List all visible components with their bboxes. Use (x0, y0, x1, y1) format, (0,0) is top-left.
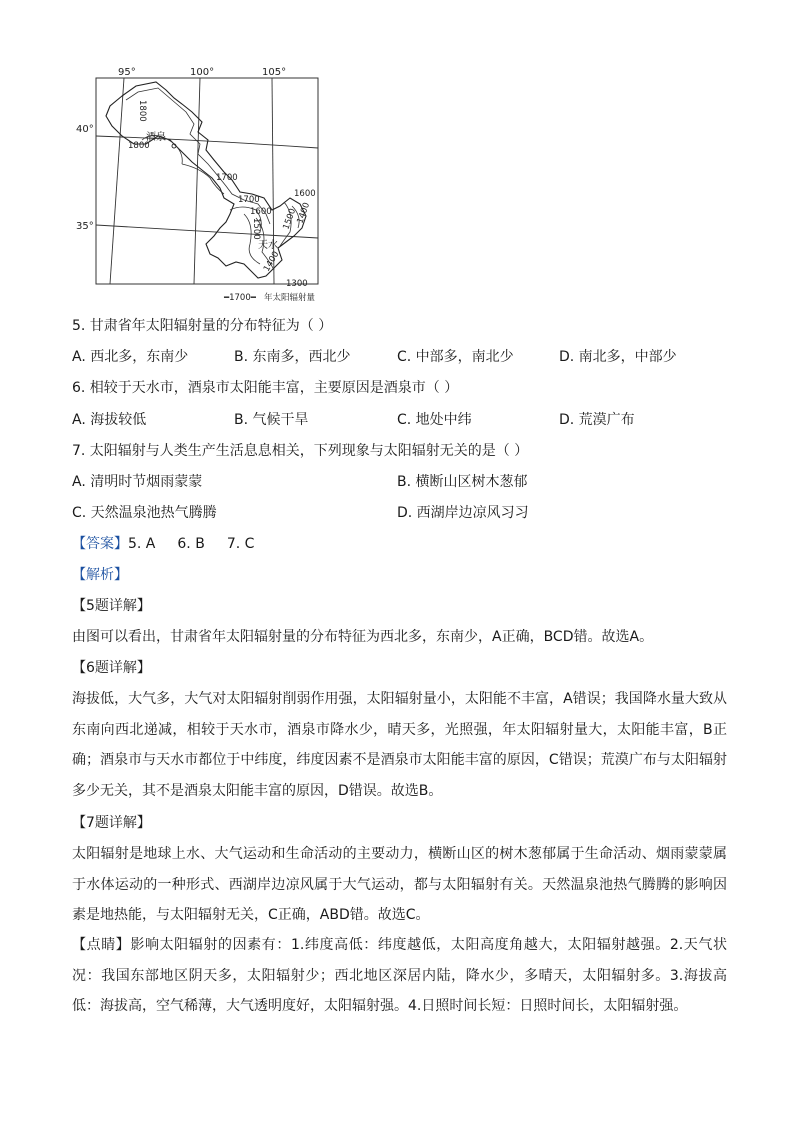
isoline-label: 1800 (128, 141, 150, 151)
q7-option-c: C. 天然温泉池热气腾腾 (72, 505, 217, 521)
map-frame (96, 78, 318, 284)
q5-option-a: A. 西北多，东南少 (72, 349, 189, 365)
lon-label-105: 105° (262, 67, 287, 78)
lat-label-35: 35° (76, 221, 94, 232)
legend-line: ━1700━ (224, 293, 256, 303)
answer-6: 6. B (177, 536, 205, 552)
q6-stem: 6. 相较于天水市，酒泉市太阳能丰富，主要原因是酒泉市（ ） (72, 380, 459, 396)
analysis-heading-6: 【6题详解】 (72, 660, 151, 676)
map-svg (74, 64, 354, 308)
analysis-paragraph-5: 由图可以看出，甘肃省年太阳辐射量的分布特征为西北多，东南少，A正确，BCD错。故选A。 (72, 629, 654, 645)
analysis-heading-5: 【5题详解】 (72, 598, 151, 614)
lat-label-40: 40° (76, 124, 94, 135)
analysis-tag: 【解析】 (72, 567, 128, 583)
city-label-tianshui-1: 天 (258, 240, 268, 251)
answer-tag: 【答案】 (72, 536, 128, 552)
isoline-label: 1500 (251, 218, 261, 240)
q5-option-c: C. 中部多，南北少 (397, 349, 514, 365)
analysis-paragraph-7: 太阳辐射是地球上水、大气运动和生命活动的主要动力，横断山区的树木葱郁属于生命活动、烟雨蒙蒙属于水体运动的一种形式、西湖岸边凉风属于大气运动，都与太阳辐射有关。天然温泉池热气腾腾的影响因素是地热能，与太阳辐射无关，C正确，ABD错。故选C。 (72, 846, 727, 923)
q5-option-d: D. 南北多，中部少 (559, 349, 677, 365)
isoline-label: 1700 (238, 195, 260, 205)
analysis-paragraph-6: 海拔低，大气多，大气对太阳辐射削弱作用强，太阳辐射量小，太阳能不丰富，A错误；我国降水量大致从东南向西北递减，相较于天水市，酒泉市降水少，晴天多，光照强，年太阳辐射量大，太阳能丰富，B正确；酒泉市与天水市都位于中纬度，纬度因素不是酒泉市太阳能丰富的原因，C错误；荒漠广布与太阳辐射多少无关，其不是酒泉太阳能丰富的原因，D错误。故选B。 (72, 691, 727, 799)
q5-option-b: B. 东南多，西北少 (234, 349, 351, 365)
isoline-label: 1400 (261, 249, 282, 274)
q6-option-b: B. 气候干旱 (234, 412, 309, 428)
isoline-label: 1500 (281, 207, 299, 232)
lon-line-95 (110, 78, 124, 284)
answer-5: 5. A (128, 536, 156, 552)
city-label-tianshui-2: 水 (268, 240, 278, 251)
analysis-heading-7: 【7题详解】 (72, 815, 151, 831)
isoline-label: 1800 (137, 100, 147, 122)
lon-label-100: 100° (190, 67, 215, 78)
tip-paragraph: 【点睛】影响太阳辐射的因素有：1.纬度高低：纬度越低，太阳高度角越大，太阳辐射越强。2.天气状况：我国东部地区阴天多，太阳辐射少；西北地区深居内陆，降水少，多晴天，太阳辐射多。3.海拔高低：海拔高，空气稀薄，大气透明度好，太阳辐射强。4.日照时间长短：日照时间长，太阳辐射强。 (72, 937, 727, 1014)
q6-option-a: A. 海拔较低 (72, 412, 147, 428)
isoline-label: 1300 (286, 279, 308, 289)
answer-7: 7. C (226, 536, 255, 552)
q6-option-d: D. 荒漠广布 (559, 412, 635, 428)
legend-text: 年太阳辐射量 (264, 293, 316, 303)
q7-option-a: A. 清明时节烟雨蒙蒙 (72, 474, 203, 490)
isoline-label: 1700 (216, 173, 238, 183)
q7-option-b: B. 横断山区树木葱郁 (397, 474, 528, 490)
q7-stem: 7. 太阳辐射与人类生产生活息息相关，下列现象与太阳辐射无关的是（ ） (72, 443, 529, 459)
isoline-label: 1400 (295, 201, 313, 226)
lon-label-95: 95° (118, 67, 136, 78)
q6-option-c: C. 地处中纬 (397, 412, 472, 428)
isoline-label: 1600 (250, 207, 272, 217)
answer-line (72, 534, 254, 554)
q5-stem: 5. 甘肃省年太阳辐射量的分布特征为（ ） (72, 318, 333, 334)
q7-option-d: D. 西湖岸边凉风习习 (397, 505, 529, 521)
gansu-solar-radiation-map (74, 64, 354, 308)
isoline-label: 1600 (294, 189, 316, 199)
city-label-jiuquan: 酒泉 (146, 132, 166, 143)
lon-line-100 (194, 78, 200, 284)
